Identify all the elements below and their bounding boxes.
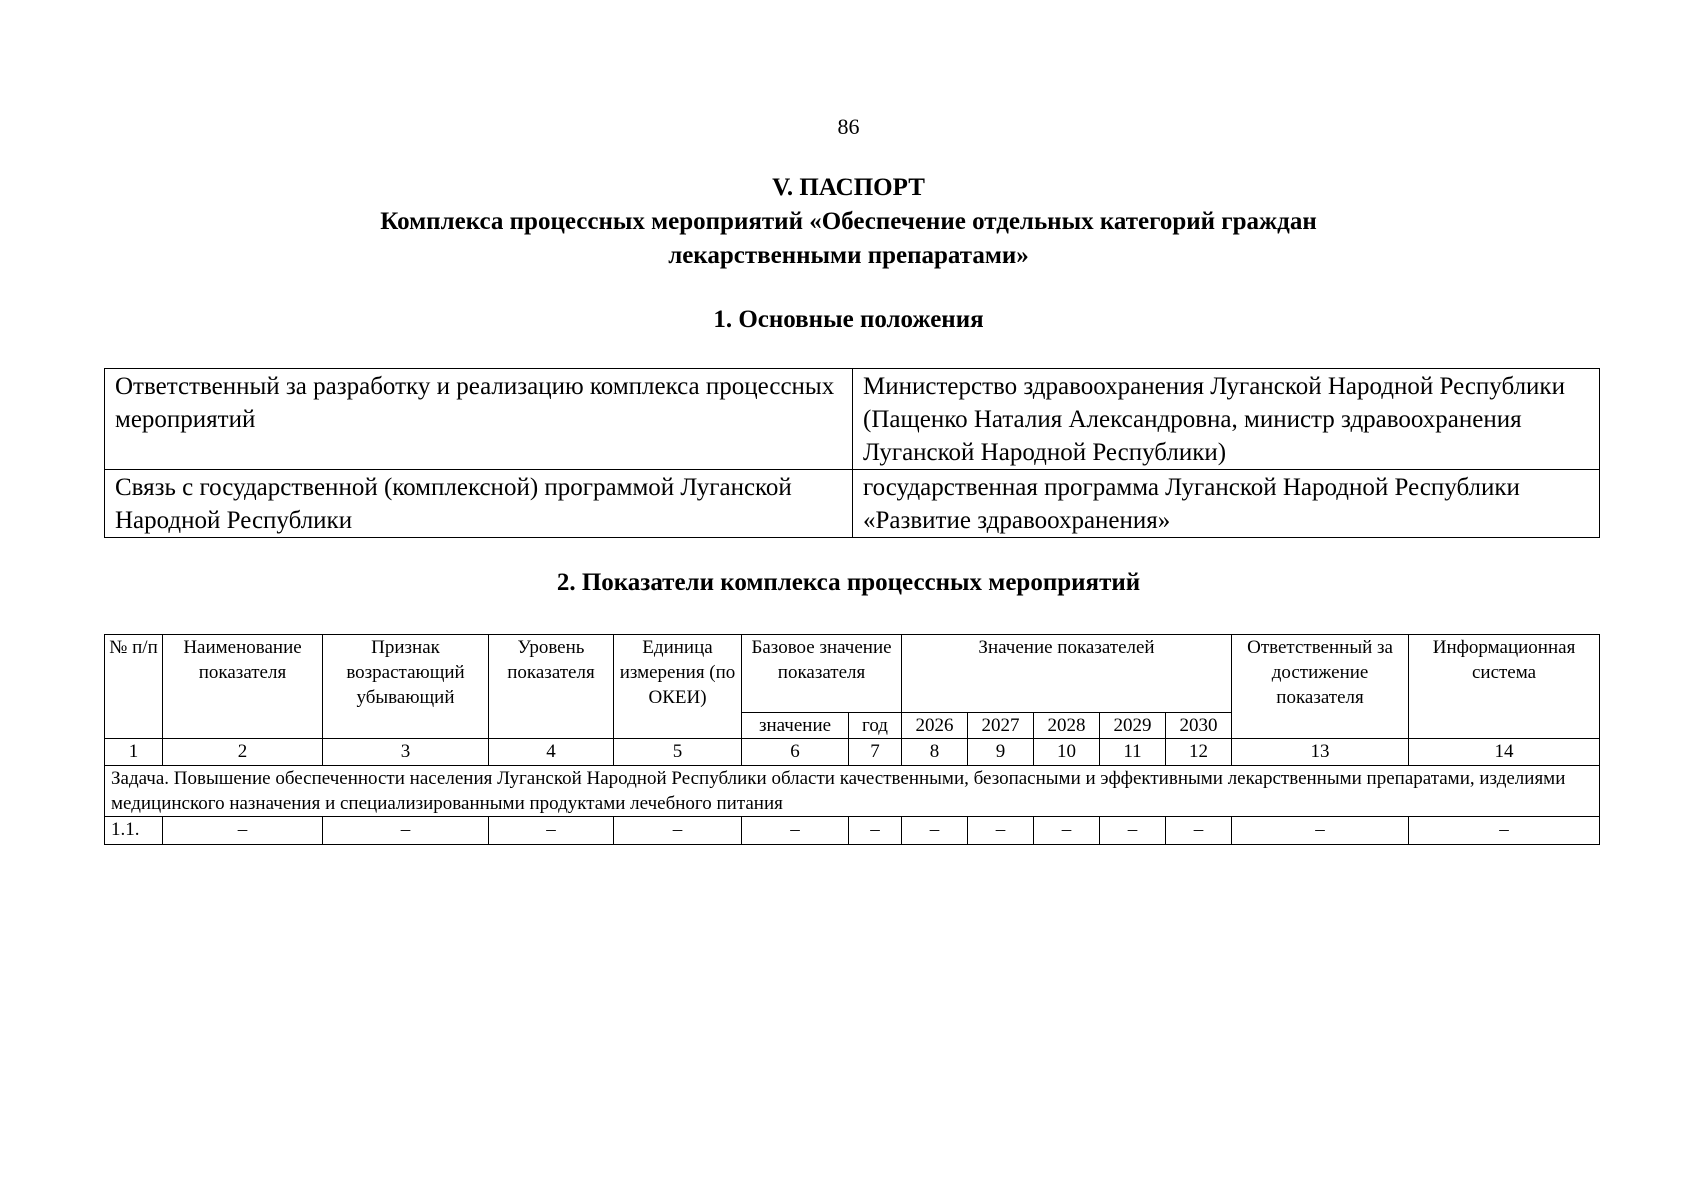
header-info-system: Информационная система bbox=[1409, 635, 1600, 739]
table-cell: – bbox=[1034, 817, 1100, 845]
table-cell: – bbox=[902, 817, 968, 845]
table-row bbox=[105, 470, 1600, 538]
table-cell: – bbox=[968, 817, 1034, 845]
passport-subtitle-line-2: лекарственными препаратами» bbox=[668, 242, 1029, 269]
table-cell: – bbox=[614, 817, 742, 845]
page-number: 86 bbox=[837, 114, 860, 139]
header-year: 2029 bbox=[1100, 713, 1166, 739]
passport-subtitle-line-1: Комплекса процессных мероприятий «Обеспечение отдельных категорий граждан bbox=[380, 208, 1317, 235]
column-number: 12 bbox=[1166, 739, 1232, 766]
column-number: 5 bbox=[614, 739, 742, 766]
basic-provisions-table bbox=[104, 368, 1600, 538]
table-header-row bbox=[105, 635, 1600, 713]
column-number: 7 bbox=[849, 739, 902, 766]
table-cell: – bbox=[489, 817, 614, 845]
table-cell: – bbox=[1409, 817, 1600, 845]
header-num: № п/п bbox=[105, 635, 163, 739]
indicators-heading: 2. Показатели комплекса процессных мероприятий bbox=[556, 569, 1141, 596]
task-row bbox=[105, 766, 1600, 817]
header-base-year-sub: год bbox=[849, 713, 902, 739]
table-cell: – bbox=[163, 817, 323, 845]
header-base-value-sub: значение bbox=[742, 713, 849, 739]
table-cell: – bbox=[849, 817, 902, 845]
header-year: 2028 bbox=[1034, 713, 1100, 739]
table-cell: – bbox=[742, 817, 849, 845]
table-cell: – bbox=[1100, 817, 1166, 845]
column-number-row bbox=[105, 739, 1600, 766]
column-number: 6 bbox=[742, 739, 849, 766]
table-cell: – bbox=[1166, 817, 1232, 845]
table-row bbox=[105, 817, 1600, 845]
header-unit: Единица измерения (по ОКЕИ) bbox=[614, 635, 742, 739]
indicators-table bbox=[104, 634, 1600, 845]
column-number: 13 bbox=[1232, 739, 1409, 766]
table-cell: – bbox=[323, 817, 489, 845]
header-year: 2030 bbox=[1166, 713, 1232, 739]
column-number: 9 bbox=[968, 739, 1034, 766]
section-title: V. ПАСПОРТ bbox=[772, 174, 925, 201]
column-number: 1 bbox=[105, 739, 163, 766]
column-number: 14 bbox=[1409, 739, 1600, 766]
header-year: 2027 bbox=[968, 713, 1034, 739]
table-row bbox=[105, 369, 1600, 470]
header-sign: Признак возрастающий убывающий bbox=[323, 635, 489, 739]
basic-provisions-heading: 1. Основные положения bbox=[713, 306, 984, 333]
header-year: 2026 bbox=[902, 713, 968, 739]
header-indicator-values: Значение показателей bbox=[902, 635, 1232, 713]
basic-row-label: Ответственный за разработку и реализацию комплекса процессных мероприятий bbox=[105, 369, 853, 470]
basic-row-value: Министерство здравоохранения Луганской Народной Республики (Пащенко Наталия Александровна, министр здравоохранения Луганской Народной Республики) bbox=[853, 369, 1600, 470]
task-description: Задача. Повышение обеспеченности населения Луганской Народной Республики области качественными, безопасными и эффективными лекарственными препаратами, изделиями медицинского назначения и специализированными продуктами лечебного питания bbox=[105, 766, 1600, 817]
header-base-value: Базовое значение показателя bbox=[742, 635, 902, 713]
table-cell: – bbox=[1232, 817, 1409, 845]
column-number: 8 bbox=[902, 739, 968, 766]
column-number: 10 bbox=[1034, 739, 1100, 766]
column-number: 2 bbox=[163, 739, 323, 766]
column-number: 4 bbox=[489, 739, 614, 766]
header-indicator-name: Наименование показателя bbox=[163, 635, 323, 739]
basic-row-label: Связь с государственной (комплексной) программой Луганской Народной Республики bbox=[105, 470, 853, 538]
header-level: Уровень показателя bbox=[489, 635, 614, 739]
column-number: 3 bbox=[323, 739, 489, 766]
column-number: 11 bbox=[1100, 739, 1166, 766]
header-responsible: Ответственный за достижение показателя bbox=[1232, 635, 1409, 739]
basic-row-value: государственная программа Луганской Народной Республики «Развитие здравоохранения» bbox=[853, 470, 1600, 538]
row-number: 1.1. bbox=[105, 817, 163, 845]
